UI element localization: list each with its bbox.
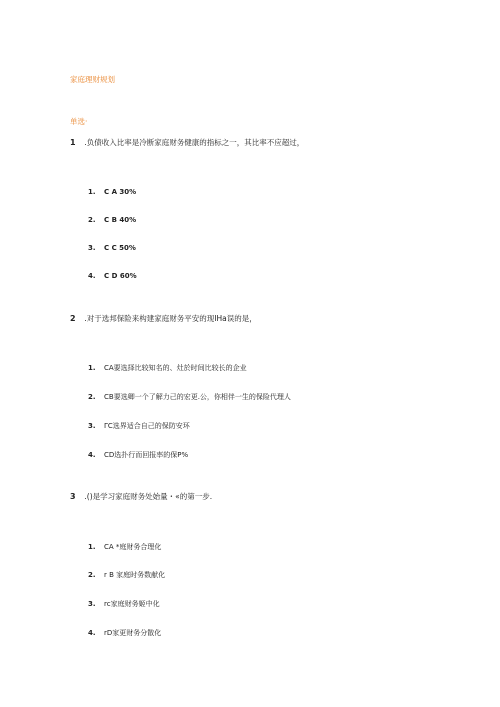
q2-option-b[interactable] [88,394,291,401]
option-number: 4. [88,272,96,280]
option-number: 4. [88,451,96,459]
option-text: rc家庭财务姬中化 [104,600,160,608]
question-number: 2 [70,314,76,323]
option-text: CD选扑行而回报率的保P% [104,451,189,459]
option-text: CB要选卿一个了解力己的宏更.公，你相伴一生的保险代理人 [104,393,291,401]
option-number: 3. [88,244,96,252]
q2-option-c[interactable] [88,423,190,430]
option-text: C A 30% [104,188,137,196]
option-number: 2. [88,216,96,224]
q3-option-a[interactable] [88,544,161,551]
question-text: .对于选邦保险来构建家庭财务平安的现IHa误的是， [84,314,257,323]
option-number: 1. [88,364,96,372]
option-number: 2. [88,393,96,401]
question-text: .负债收入比率是冷断家庭财务健康的指标之一，其比率不应超过， [84,138,305,147]
option-text: CA要选择比较知名的、灶於时间比较长的企业 [104,364,247,372]
question-number: 1 [70,138,76,147]
q1-option-c[interactable] [88,245,136,252]
q2-option-d[interactable] [88,452,188,459]
q3-option-d[interactable] [88,630,161,637]
option-text: r B 家庭时务数献化 [104,571,166,579]
section-heading: 单选· [70,117,88,126]
option-text: C C 50% [104,244,136,252]
option-text: ΓC选界适合自己的保防安环 [104,422,190,430]
option-number: 3. [88,600,96,608]
q2-option-a[interactable] [88,365,247,372]
question-text: .()是学习家庭财务处始量・«的第一步. [84,492,213,501]
q1-option-b[interactable] [88,217,136,224]
option-text: C D 60% [104,272,137,280]
q3-option-c[interactable] [88,601,160,608]
option-text: C B 40% [104,216,137,224]
question-number: 3 [70,492,76,501]
option-number: 4. [88,629,96,637]
option-number: 3. [88,422,96,430]
q3-option-b[interactable] [88,572,165,579]
option-number: 2. [88,571,96,579]
option-text: CA *庭财务合理化 [104,543,162,551]
question-3 [70,493,212,501]
option-text: rD家更财务分散化 [104,629,162,637]
option-number: 1. [88,543,96,551]
question-1 [70,139,304,147]
option-number: 1. [88,188,96,196]
q1-option-d[interactable] [88,273,137,280]
question-2 [70,315,257,323]
q1-option-a[interactable] [88,189,136,196]
document-title: 家庭理财规划 [70,75,115,84]
